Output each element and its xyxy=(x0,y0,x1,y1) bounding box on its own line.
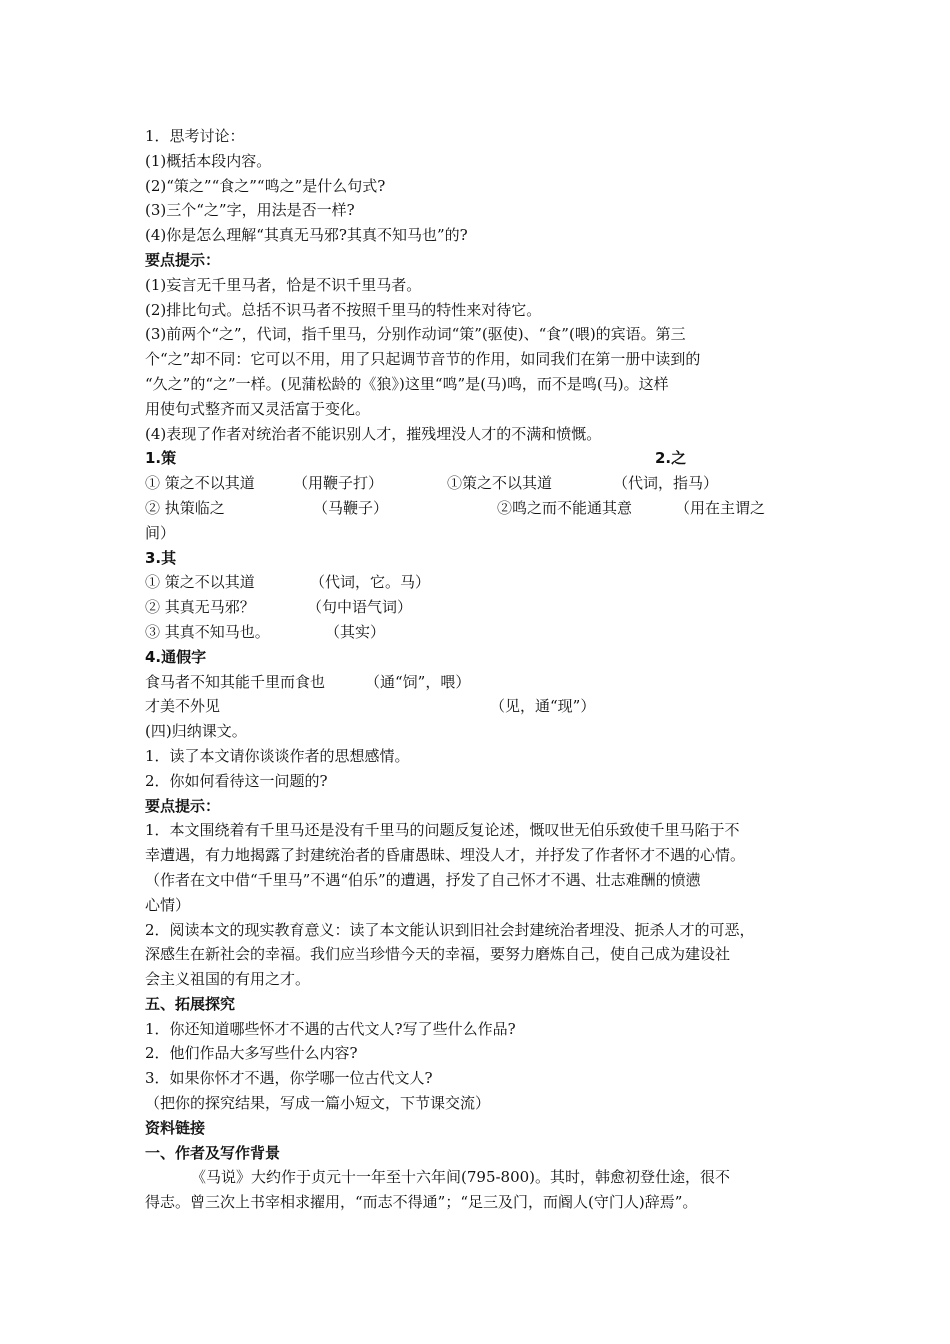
question-3: (3)三个“之”字，用法是否一样? xyxy=(145,201,355,220)
summary-answer-1-line-4: 心情） xyxy=(145,895,191,914)
vocab-title-row xyxy=(145,446,817,471)
author-background-heading: 一、作者及写作背景 xyxy=(145,1143,281,1162)
summary-answer-1-line-3: （作者在文中借“千里马”不遇“伯乐”的遭遇，抒发了自己怀才不遇、壮志难酬的愤懑 xyxy=(145,870,701,889)
vocab-tongjiazi-row-1 xyxy=(145,670,817,695)
vocab-row-1 xyxy=(145,471,817,496)
vocab-qi-example-2: ② 其真无马邪？ xyxy=(145,598,255,617)
vocab-ce-meaning-2: （马鞭子） xyxy=(313,498,389,517)
vocab-qi-meaning-1: （代词，它。马） xyxy=(310,573,431,592)
resource-link-heading: 资料链接 xyxy=(145,1118,206,1137)
vocab-zhi-meaning-1: （代词，指马） xyxy=(613,474,719,493)
discussion-heading: 1．思考讨论： xyxy=(145,127,245,145)
explore-heading: 五、拓展探究 xyxy=(145,994,236,1013)
answer-3-line-1: (3)前两个“之”，代词，指千里马，分别作动词“策”(驱使)、“食”(喂)的宾语。第三 xyxy=(145,325,686,344)
answer-4: (4)表现了作者对统治者不能识别人才，摧残埋没人才的不满和愤慨。 xyxy=(145,424,602,443)
vocab-tongjiazi-example-2: 才美不外见 xyxy=(145,697,221,716)
vocab-qi-meaning-3: （其实） xyxy=(325,622,386,641)
answer-3-line-4: 用使句式整齐而又灵活富于变化。 xyxy=(145,399,371,418)
answer-1: (1)妄言无千里马者，恰是不识千里马者。 xyxy=(145,275,422,294)
vocab-qi-title: 3.其 xyxy=(145,548,177,567)
vocab-zhi-meaning-2-cont: 间） xyxy=(145,523,176,542)
vocab-qi-row-1 xyxy=(145,570,817,595)
summary-answer-2-line-3: 会主义祖国的有用之才。 xyxy=(145,970,311,989)
key-points-heading: 要点提示： xyxy=(145,250,221,269)
vocab-ce-meaning-1: （用鞭子打） xyxy=(293,474,384,493)
summary-question-2: 2．你如何看待这一问题的? xyxy=(145,771,328,790)
background-paragraph-line-2: 得志。曾三次上书宰相求擢用，“而志不得通”；“足三及门，而阍人(守门人)辞焉”。 xyxy=(145,1193,698,1212)
summary-heading: (四)归纳课文。 xyxy=(145,722,247,741)
question-2: (2)“策之”“食之”“鸣之”是什么句式? xyxy=(145,176,386,195)
vocab-row-2 xyxy=(145,496,817,521)
question-1: (1)概括本段内容。 xyxy=(145,151,272,170)
summary-answer-1-line-1: 1．本文围绕着有千里马还是没有千里马的问题反复论述，慨叹世无伯乐致使千里马陷于不 xyxy=(145,821,740,840)
vocab-tongjiazi-example-1: 食马者不知其能千里而食也 xyxy=(145,672,326,691)
vocab-ce-title: 1.策 xyxy=(145,449,177,468)
answer-3-line-3: “久之”的“之”一样。(见蒲松龄的《狼》)这里“鸣”是(马)鸣，而不是鸣(马)。这样 xyxy=(145,374,669,393)
answer-2: (2)排比句式。总括不识马者不按照千里马的特性来对待它。 xyxy=(145,300,542,319)
explore-question-1: 1．你还知道哪些怀才不遇的古代文人?写了些什么作品? xyxy=(145,1019,516,1038)
vocab-qi-example-3: ③ 其真不知马也。 xyxy=(145,622,270,641)
vocab-qi-row-2 xyxy=(145,595,817,620)
answer-3-line-2: 个“之”却不同：它可以不用，用了只起调节音节的作用，如同我们在第一册中读到的 xyxy=(145,350,701,369)
summary-answer-2-line-1: 2．阅读本文的现实教育意义：读了本文能认识到旧社会封建统治者埋没、扼杀人才的可恶， xyxy=(145,920,755,939)
explore-question-3: 3．如果你怀才不遇，你学哪一位古代文人? xyxy=(145,1069,433,1088)
background-paragraph-line-1: 《马说》大约作于贞元十一年至十六年间(795-800)。其时，韩愈初登仕途，很不 xyxy=(191,1168,731,1187)
explore-assignment: （把你的探究结果，写成一篇小短文，下节课交流） xyxy=(145,1094,491,1113)
vocab-ce-example-2: ② 执策临之 xyxy=(145,498,225,517)
vocab-qi-example-1: ① 策之不以其道 xyxy=(145,573,255,592)
summary-answer-2-line-2: 深感生在新社会的幸福。我们应当珍惜今天的幸福，要努力磨炼自己，使自己成为建设社 xyxy=(145,945,731,964)
vocab-zhi-example-1: ①策之不以其道 xyxy=(447,474,553,493)
vocab-tongjiazi-row-2 xyxy=(145,694,817,719)
document-body xyxy=(145,124,817,1215)
summary-question-1: 1．读了本文请你谈谈作者的思想感情。 xyxy=(145,746,410,765)
vocab-zhi-title: 2.之 xyxy=(655,449,687,468)
vocab-zhi-example-2: ②鸣之而不能通其意 xyxy=(497,498,633,517)
summary-answer-1-line-2: 幸遭遇，有力地揭露了封建统治者的昏庸愚昧、埋没人才，并抒发了作者怀才不遇的心情。 xyxy=(145,846,746,865)
vocab-tongjiazi-title: 4.通假字 xyxy=(145,647,207,666)
vocab-qi-row-3 xyxy=(145,620,817,645)
question-4: (4)你是怎么理解“其真无马邪?其真不知马也”的? xyxy=(145,226,468,245)
vocab-qi-meaning-2: （句中语气词） xyxy=(307,598,413,617)
vocab-tongjiazi-meaning-2: （见，通“现”） xyxy=(490,697,596,716)
vocab-zhi-meaning-2: （用在主谓之 xyxy=(675,498,766,517)
summary-key-points-heading: 要点提示： xyxy=(145,796,221,815)
vocab-ce-example-1: ① 策之不以其道 xyxy=(145,474,255,493)
explore-question-2: 2．他们作品大多写些什么内容? xyxy=(145,1044,358,1063)
vocab-tongjiazi-meaning-1: （通“饲”，喂） xyxy=(365,672,471,691)
